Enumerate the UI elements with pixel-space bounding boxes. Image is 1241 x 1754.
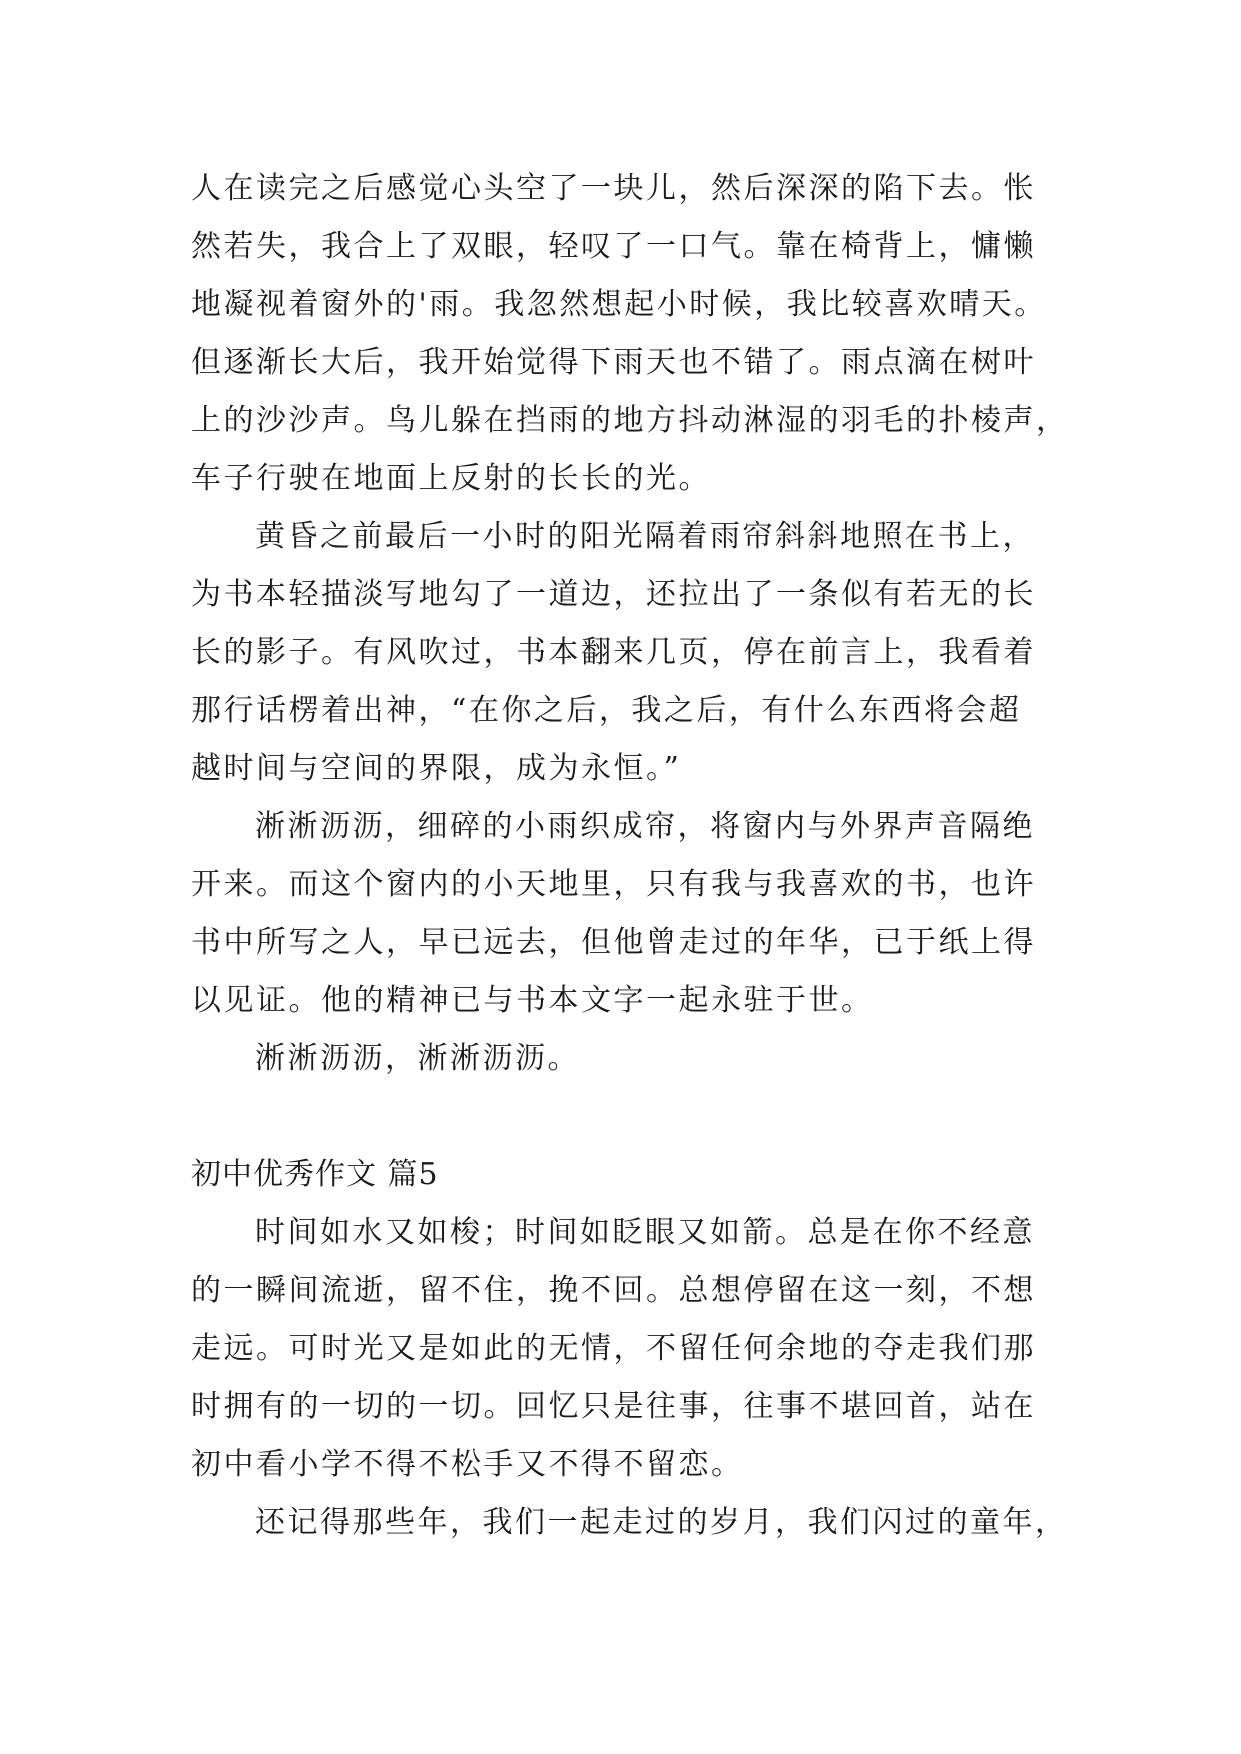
- text-line: 那行话楞着出神，“在你之后，我之后，有什么东西将会超: [191, 693, 1022, 728]
- text-line: 淅淅沥沥，细碎的小雨织成帘，将窗内与外界声音隔绝: [255, 809, 1035, 844]
- text-line: 越时间与空间的界限，成为永恒。”: [191, 751, 682, 786]
- text-line: 时拥有的一切的一切。回忆只是往事，往事不堪回首，站在: [191, 1389, 1036, 1424]
- essay-text: [191, 160, 1071, 1552]
- text-line: 上的沙沙声。鸟儿躲在挡雨的地方抖动淋湿的羽毛的扑棱声，: [191, 403, 1069, 438]
- text-line: 为书本轻描淡写地勾了一道边，还拉出了一条似有若无的长: [191, 577, 1036, 612]
- text-line: 地凝视着窗外的'雨。我忽然想起小时候，我比较喜欢晴天。: [191, 287, 1047, 322]
- paragraph-3: [191, 798, 1071, 1030]
- paragraph-6: [191, 1494, 1071, 1552]
- paragraph-2: [191, 508, 1071, 798]
- text-line: 长的影子。有风吹过，书本翻来几页，停在前言上，我看着: [191, 635, 1036, 670]
- paragraph-4: [191, 1030, 1071, 1088]
- text-line: 还记得那些年，我们一起走过的岁月，我们闪过的童年，: [255, 1505, 1068, 1540]
- text-line: 书中所写之人，早已远去，但他曾走过的年华，已于纸上得: [191, 925, 1036, 960]
- text-line: 淅淅沥沥，淅淅沥沥。: [255, 1041, 580, 1076]
- text-line: 的一瞬间流逝，留不住，挽不回。总想停留在这一刻，不想: [191, 1273, 1036, 1308]
- paragraph-5: [191, 1204, 1071, 1494]
- text-line: 人在读完之后感觉心头空了一块儿，然后深深的陷下去。怅: [191, 171, 1036, 206]
- text-line: 然若失，我合上了双眼，轻叹了一口气。靠在椅背上，慵懒: [191, 229, 1036, 264]
- text-line: 黄昏之前最后一小时的阳光隔着雨帘斜斜地照在书上，: [255, 519, 1035, 554]
- text-line: 车子行驶在地面上反射的长长的光。: [191, 461, 711, 496]
- text-line: 走远。可时光又是如此的无情，不留任何余地的夺走我们那: [191, 1331, 1036, 1366]
- text-line: 但逐渐长大后，我开始觉得下雨天也不错了。雨点滴在树叶: [191, 345, 1036, 380]
- text-line: 开来。而这个窗内的小天地里，只有我与我喜欢的书，也许: [191, 867, 1036, 902]
- section-heading: 初中优秀作文 篇5: [191, 1157, 439, 1192]
- section-spacer: [191, 1088, 1071, 1146]
- text-line: 时间如水又如梭；时间如眨眼又如箭。总是在你不经意: [255, 1215, 1035, 1250]
- paragraph-1: [191, 160, 1071, 508]
- text-line: 初中看小学不得不松手又不得不留恋。: [191, 1447, 744, 1482]
- text-line: 以见证。他的精神已与书本文字一起永驻于世。: [191, 983, 874, 1018]
